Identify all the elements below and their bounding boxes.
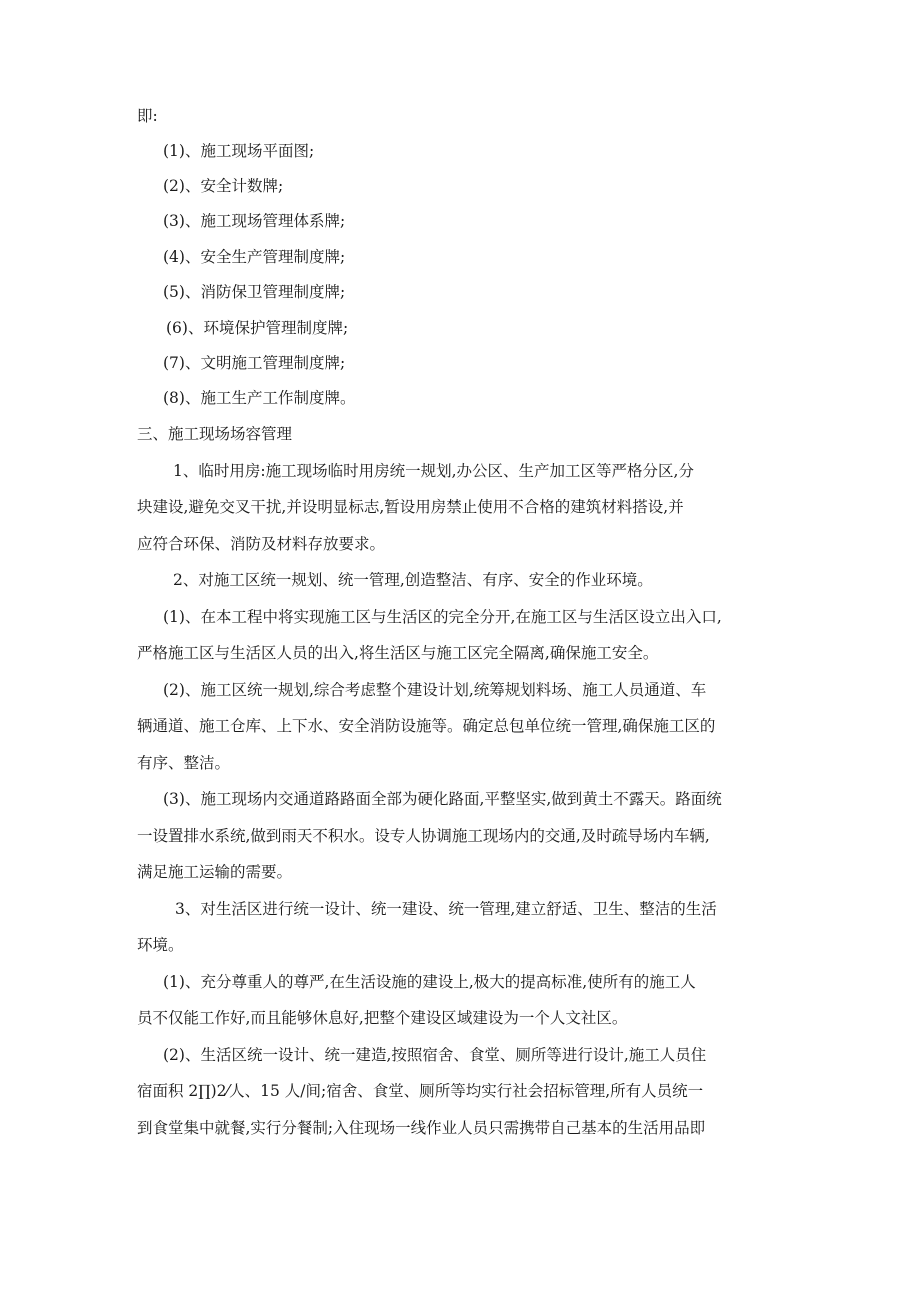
paragraph-line: 辆通道、施工仓库、上下水、安全消防设施等。确定总包单位统一管理,确保施工区的: [137, 717, 716, 735]
intro-line: 即:: [137, 107, 158, 125]
paragraph-line: 员不仅能工作好,而且能够休息好,把整个建设区域建设为一个人文社区。: [137, 1009, 628, 1027]
list-item-3: (3)、施工现场管理体系牌;: [163, 212, 346, 230]
paragraph-line: 应符合环保、消防及材料存放要求。: [137, 535, 386, 553]
list-item-7: (7)、文明施工管理制度牌;: [163, 354, 346, 372]
list-item-8: (8)、施工生产工作制度牌。: [163, 389, 356, 407]
list-item-6: (6)、环境保护管理制度牌;: [166, 319, 349, 337]
paragraph-line: 一设置排水系统,做到雨天不积水。设专人协调施工现场内的交通,及时疏导场内车辆,: [137, 827, 710, 845]
paragraph-line: (3)、施工现场内交通道路路面全部为硬化路面,平整坚实,做到黄土不露天。路面统: [163, 790, 722, 808]
section-heading: 三、施工现场场容管理: [137, 425, 293, 443]
list-item-2: (2)、安全计数牌;: [163, 177, 284, 195]
list-item-4: (4)、安全生产管理制度牌;: [163, 248, 346, 266]
paragraph-line: (2)、施工区统一规划,综合考虑整个建设计划,统筹规划料场、施工人员通道、车: [163, 681, 707, 699]
list-item-5: (5)、消防保卫管理制度牌;: [163, 283, 346, 301]
paragraph-line: 3、对生活区进行统一设计、统一建设、统一管理,建立舒适、卫生、整洁的生活: [175, 900, 717, 918]
paragraph-line: 环境。: [137, 936, 184, 954]
list-item-1: (1)、施工现场平面图;: [163, 142, 315, 160]
paragraph-line: 满足施工运输的需要。: [137, 863, 293, 881]
paragraph-line: (1)、充分尊重人的尊严,在生活设施的建设上,极大的提高标准,使所有的施工人: [163, 973, 696, 991]
paragraph-line: 到食堂集中就餐,实行分餐制;入住现场一线作业人员只需携带自己基本的生活用品即: [137, 1119, 706, 1137]
paragraph-line: 2、对施工区统一规划、统一管理,创造整洁、有序、安全的作业环境。: [173, 571, 653, 589]
paragraph-line: 1、临时用房:施工现场临时用房统一规划,办公区、生产加工区等严格分区,分: [173, 462, 694, 480]
paragraph-line: 有序、整洁。: [137, 754, 231, 772]
paragraph-line: 块建设,避免交叉干扰,并设明显标志,暂设用房禁止使用不合格的建筑材料搭设,并: [137, 498, 684, 516]
paragraph-line: (2)、生活区统一设计、统一建造,按照宿舍、食堂、厕所等进行设计,施工人员住: [163, 1046, 707, 1064]
paragraph-line: 宿面积 2∏)2⁄人、15 人/间;宿舍、食堂、厕所等均实行社会招标管理,所有人员统一: [137, 1082, 704, 1100]
paragraph-line: (1)、在本工程中将实现施工区与生活区的完全分开,在施工区与生活区设立出入口,: [163, 608, 722, 626]
paragraph-line: 严格施工区与生活区人员的出入,将生活区与施工区完全隔离,确保施工安全。: [137, 644, 659, 662]
